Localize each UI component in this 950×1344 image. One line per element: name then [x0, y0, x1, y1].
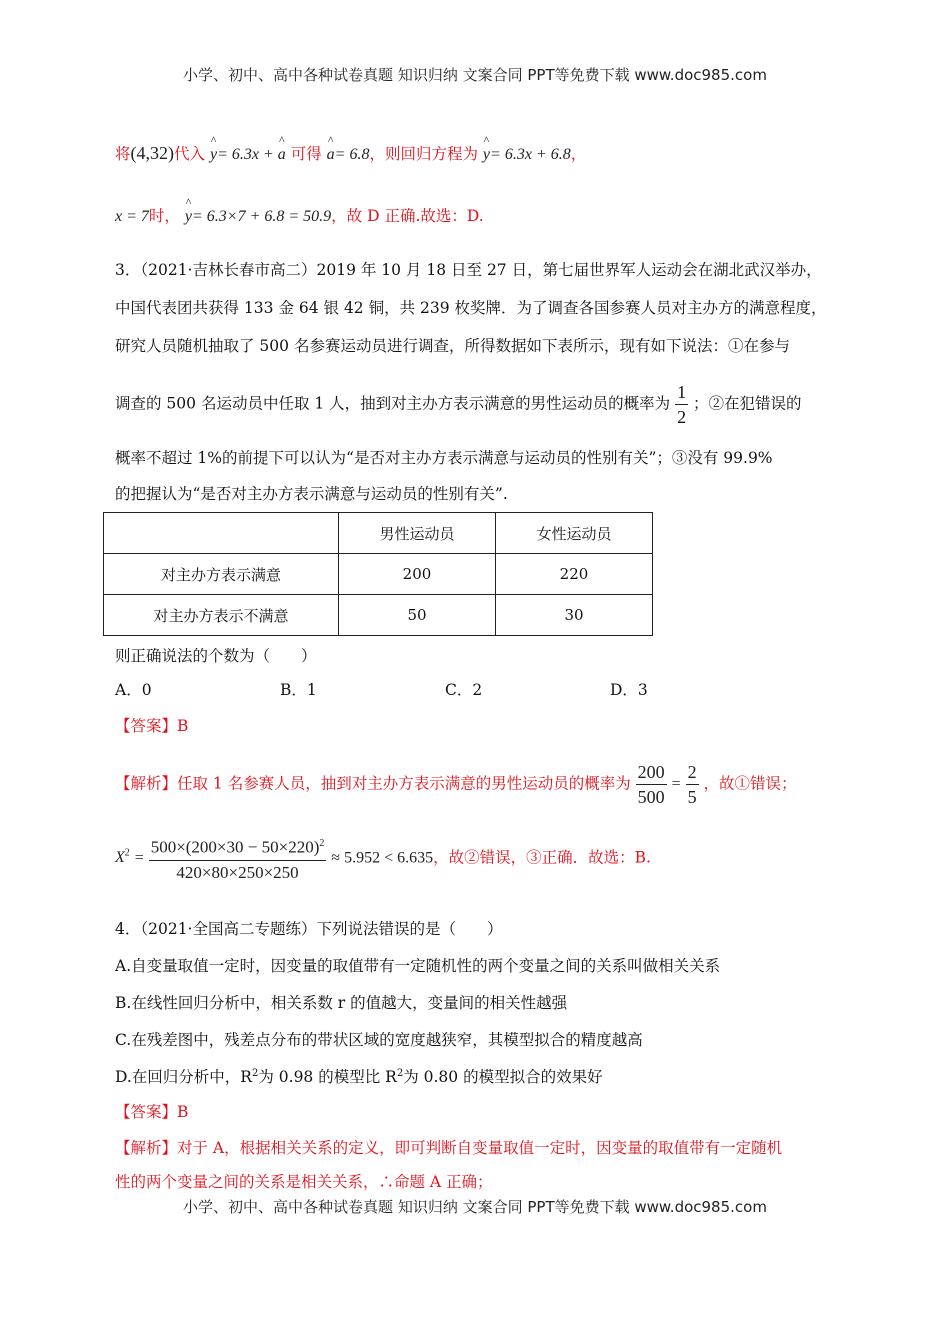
table-cell: 200 — [339, 554, 496, 595]
text: 时， — [148, 207, 180, 225]
numerator — [149, 832, 327, 861]
table-cell: 50 — [339, 595, 496, 636]
math: = — [134, 849, 144, 867]
superscript: 2 — [124, 848, 130, 859]
text: 代入 — [174, 145, 206, 163]
q4-analysis-line-1: 【解析】对于 A，根据相关关系的定义，即可判断自变量取值一定时，因变量的取值带有一定随机 — [115, 1139, 783, 1157]
table-header-cell: 女性运动员 — [496, 513, 653, 554]
text: 可得 — [290, 145, 322, 163]
math: = 6.3×7 + 6.8 = 50.9 — [191, 208, 332, 225]
a-hat: ^ a — [278, 146, 286, 164]
numerator: 200 — [636, 760, 667, 785]
table-header-cell: 男性运动员 — [339, 513, 496, 554]
text: ，则回归方程为 — [369, 145, 478, 163]
q3-line-3: 研究人员随机抽取了 500 名参赛运动员进行调查，所得数据如下表所示，现有如下说法：①在参与 — [115, 337, 790, 355]
q4-analysis-line-2: 性的两个变量之间的关系是相关关系，∴命题 A 正确； — [115, 1173, 493, 1191]
table-header-cell — [104, 513, 339, 554]
page-footer: 小学、初中、高中各种试卷真题 知识归纳 文案合同 PPT等免费下载 www.doc985.com — [183, 1198, 767, 1216]
math: x = 7 — [115, 208, 149, 225]
q3-analysis-line-2 — [115, 832, 651, 885]
text: 【解析】任取 1 名参赛人员，抽到对主办方表示满意的男性运动员的概率为 — [115, 774, 631, 793]
chi-square-fraction — [149, 832, 327, 885]
chi-square-symbol — [115, 849, 130, 866]
text: 500×(200×30 − 50×220) — [150, 837, 320, 857]
q3-line-5: 概率不超过 1%的前提下可以认为“是否对主办方表示满意与运动员的性别有关”；③没有 99.9% — [115, 449, 773, 467]
q4-option-a: A.自变量取值一定时，因变量的取值带有一定随机性的两个变量之间的关系叫做相关关系 — [115, 957, 721, 975]
option-b: B．1 — [280, 681, 317, 699]
q3-line-1: 3．（2021·吉林长春市高二）2019 年 10 月 18 日至 27 日，第七届世界军人运动会在湖北武汉举办， — [115, 261, 822, 279]
numerator: 1 — [675, 380, 688, 405]
denominator: 2 — [677, 407, 687, 427]
text: 为 0.98 的模型比 R — [258, 1068, 397, 1086]
text: 将 — [115, 145, 131, 163]
q3-answer: 【答案】B — [115, 717, 189, 735]
table-cell: 对主办方表示不满意 — [104, 595, 339, 636]
superscript: 2 — [396, 1067, 404, 1079]
prev-line-1 — [115, 142, 586, 164]
text: D.在回归分析中，R — [115, 1068, 252, 1086]
math: = — [671, 775, 681, 793]
math: ≈ 5.952 < 6.635 — [331, 849, 434, 867]
text: X — [115, 849, 125, 867]
q3-stem: 则正确说法的个数为（ ） — [115, 647, 317, 665]
table-cell: 对主办方表示满意 — [104, 554, 339, 595]
table-cell: 220 — [496, 554, 653, 595]
page-header: 小学、初中、高中各种试卷真题 知识归纳 文案合同 PPT等免费下载 www.doc985.com — [183, 66, 767, 84]
q4-option-d — [115, 1065, 603, 1087]
denominator: 5 — [687, 787, 697, 807]
table-header-row — [104, 513, 653, 554]
option-a: A．0 — [115, 681, 152, 699]
q3-line-6: 的把握认为“是否对主办方表示满意与运动员的性别有关”. — [115, 485, 508, 503]
fraction-one-half — [675, 380, 688, 429]
survey-table — [103, 512, 653, 636]
fraction-2-5 — [686, 760, 699, 809]
a-hat: ^ a — [327, 146, 335, 164]
table-row — [104, 554, 653, 595]
math-point: (4,32) — [130, 143, 175, 163]
option-c: C．2 — [445, 681, 483, 699]
text: ，故 D 正确.故选：D. — [331, 207, 484, 225]
superscript: 2 — [251, 1067, 259, 1079]
superscript: 2 — [319, 838, 325, 849]
prev-line-2 — [115, 204, 484, 226]
q4-option-b: B.在线性回归分析中，相关系数 r 的值越大，变量间的相关性越强 — [115, 994, 568, 1012]
numerator: 2 — [686, 760, 699, 785]
text: ， — [570, 145, 587, 163]
text: 调查的 500 名运动员中任取 1 人，抽到对主办方表示满意的男性运动员的概率为 — [115, 394, 671, 413]
q3-analysis-line-1 — [115, 760, 797, 809]
y-hat: ^ y — [185, 208, 192, 226]
text: ，故①错误； — [703, 774, 797, 793]
denominator: 420×80×250×250 — [176, 862, 299, 882]
q4-answer: 【答案】B — [115, 1103, 189, 1121]
denominator: 500 — [637, 787, 665, 807]
fraction-200-500 — [636, 760, 667, 809]
q4-stem: 4．（2021·全国高二专题练）下列说法错误的是（ ） — [115, 920, 503, 938]
q4-option-c: C.在残差图中，残差点分布的带状区域的宽度越狭窄，其模型拟合的精度越高 — [115, 1031, 643, 1049]
math: = 6.8 — [334, 146, 370, 163]
table-row — [104, 595, 653, 636]
y-hat: ^ y — [210, 146, 217, 164]
text: 为 0.80 的模型拟合的效果好 — [403, 1068, 603, 1086]
q3-line-4 — [115, 380, 802, 429]
text: ；②在犯错误的 — [693, 394, 802, 413]
q3-line-2: 中国代表团共获得 133 金 64 银 42 铜，共 239 枚奖牌．为了调查各国参赛人员对主办方的满意程度， — [115, 299, 827, 317]
math: = 6.3x + 6.8 — [490, 146, 571, 163]
y-hat: ^ y — [483, 146, 490, 164]
table-cell: 30 — [496, 595, 653, 636]
option-d: D．3 — [610, 681, 648, 699]
text: ，故②错误，③正确．故选：B. — [433, 848, 651, 867]
math: = 6.3x + — [217, 146, 278, 163]
